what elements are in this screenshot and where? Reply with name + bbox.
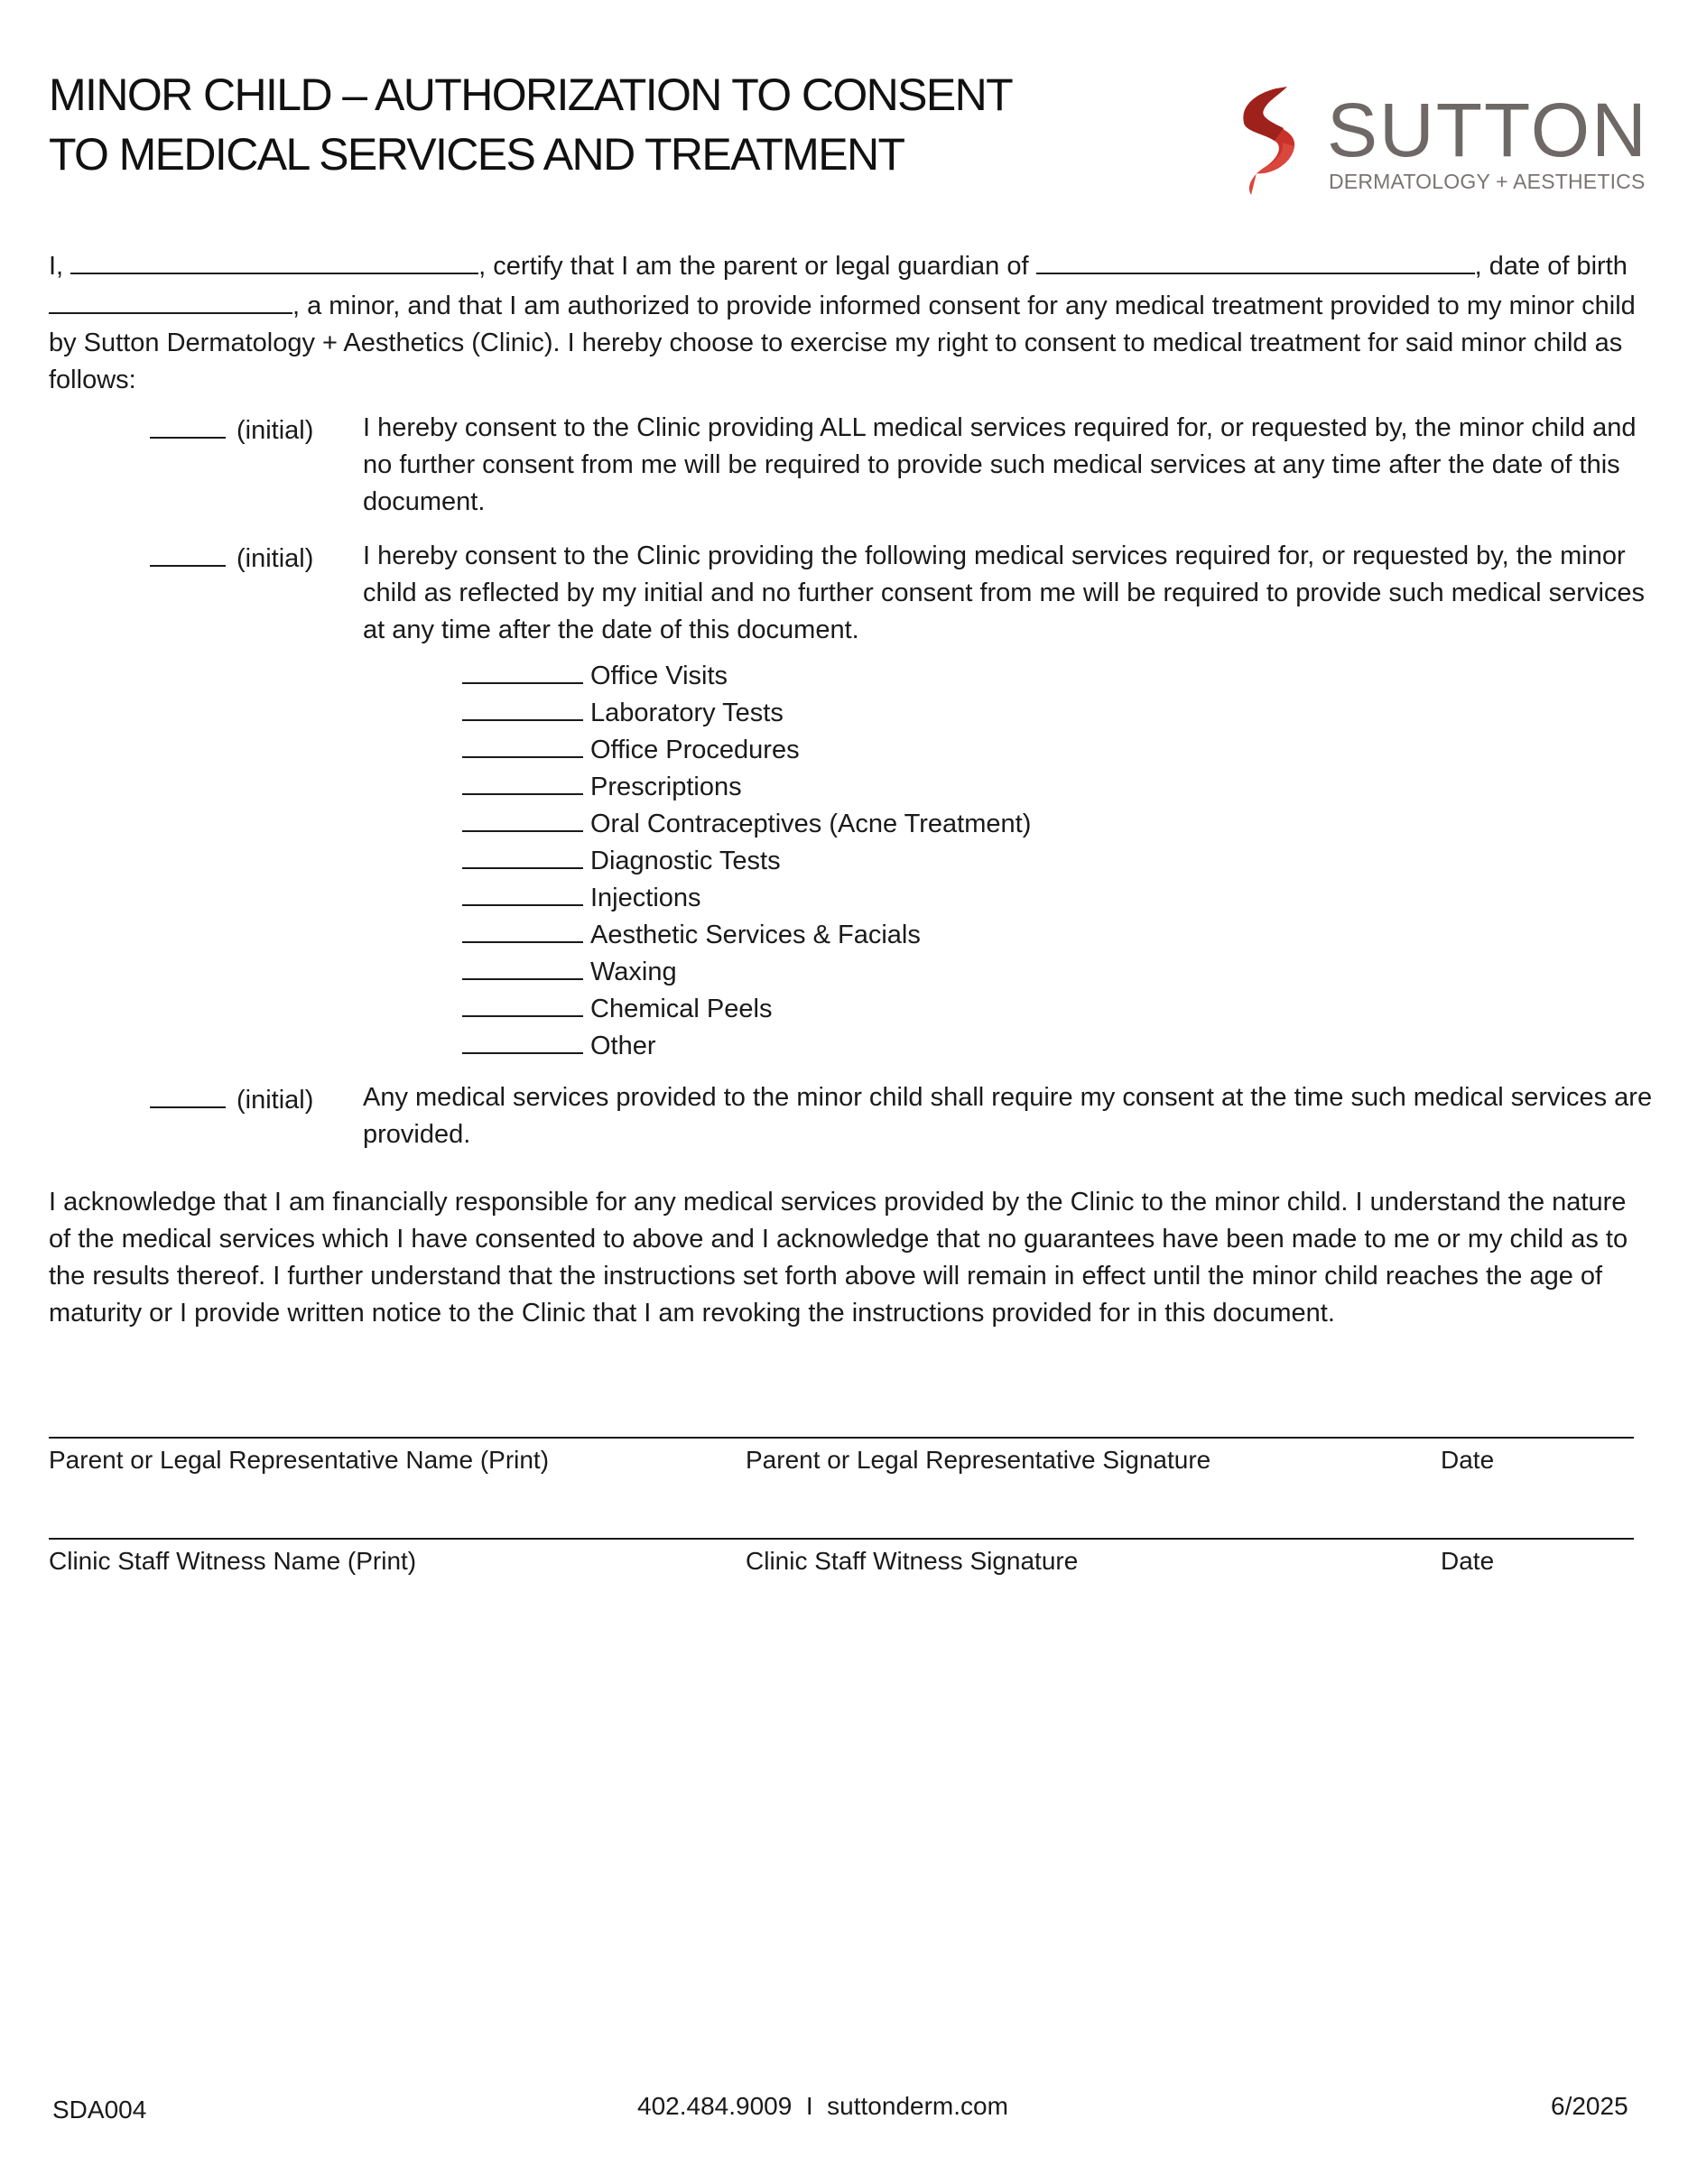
service-label: Laboratory Tests	[590, 699, 784, 727]
option-initial	[150, 538, 313, 578]
service-initial-field[interactable]	[462, 729, 583, 758]
service-item	[462, 877, 1031, 914]
initial-field[interactable]	[150, 538, 226, 567]
intro-text-4: , a minor, and that I am authorized to provide informed consent for any medical treatment provided to my minor child by Sutton Dermatology + Aesthetics (Clinic). I hereby choose to exercise my right to consent to medical treatment for said minor child as follows:	[49, 292, 1636, 394]
service-item	[462, 729, 1031, 766]
service-label: Aesthetic Services & Facials	[590, 921, 921, 949]
service-item	[462, 988, 1031, 1025]
service-initial-field[interactable]	[462, 840, 583, 869]
service-label: Diagnostic Tests	[590, 847, 781, 875]
service-label: Chemical Peels	[590, 995, 773, 1023]
sutton-logo	[1237, 87, 1648, 204]
services-list	[462, 655, 1031, 1062]
service-label: Office Visits	[590, 662, 728, 690]
initial-field[interactable]	[150, 1079, 226, 1108]
parent-name-label: Parent or Legal Representative Name (Print)	[49, 1446, 550, 1474]
footer-contact	[637, 2090, 1008, 2123]
intro-paragraph	[49, 245, 1637, 399]
initial-field[interactable]	[150, 410, 226, 439]
child-name-field[interactable]	[1036, 245, 1475, 274]
footer-form-code: SDA004	[52, 2096, 147, 2124]
service-item	[462, 951, 1031, 988]
title-line-1: MINOR CHILD – AUTHORIZATION TO CONSENT	[49, 69, 1013, 120]
title-line-2: TO MEDICAL SERVICES AND TREATMENT	[49, 129, 904, 180]
service-item	[462, 655, 1031, 692]
witness-signature-line[interactable]	[49, 1538, 1634, 1540]
service-initial-field[interactable]	[462, 803, 583, 832]
option-text: I hereby consent to the Clinic providing the following medical services required for, or requested by, the minor child as reflected by my initial and no further consent from me will be required to provide such medical services at any time after the date of this document.	[363, 541, 1646, 644]
initial-label: (initial)	[237, 544, 314, 573]
option-text: Any medical services provided to the minor child shall require my consent at the time such medical services are provided.	[363, 1083, 1653, 1149]
service-item	[462, 803, 1031, 840]
child-dob-field[interactable]	[49, 285, 292, 314]
service-initial-field[interactable]	[462, 988, 583, 1017]
footer-revision-date: 6/2025	[1551, 2092, 1628, 2120]
service-label: Waxing	[590, 958, 677, 986]
service-initial-field[interactable]	[462, 692, 583, 721]
page-title	[49, 65, 1012, 184]
service-item	[462, 766, 1031, 803]
service-initial-field[interactable]	[462, 1025, 583, 1054]
service-initial-field[interactable]	[462, 951, 583, 980]
ribbon-s-logo-icon	[1237, 87, 1300, 197]
acknowledgment-paragraph: I acknowledge that I am financially responsible for any medical services provided by the Clinic to the minor child. I understand the nature of the medical services which I have consented to above and I acknowledge that no guarantees have been made to me or my child as to the results thereof. I further understand that the instructions set forth above will remain in effect until the minor child reaches the age of maturity or I provide written notice to the Clinic that I am revoking the instructions provided for in this document.	[49, 1188, 1628, 1328]
parent-date-label: Date	[1441, 1446, 1495, 1474]
service-item	[462, 1025, 1031, 1062]
service-initial-field[interactable]	[462, 655, 583, 684]
service-label: Injections	[590, 884, 701, 912]
initial-label: (initial)	[237, 416, 314, 445]
parent-name-field[interactable]	[70, 245, 478, 274]
witness-name-label: Clinic Staff Witness Name (Print)	[49, 1547, 417, 1575]
parent-signature-label: Parent or Legal Representative Signature	[746, 1446, 1211, 1474]
logo-wordmark: SUTTON	[1327, 88, 1648, 172]
service-item	[462, 692, 1031, 729]
service-initial-field[interactable]	[462, 766, 583, 795]
service-initial-field[interactable]	[462, 877, 583, 906]
option-initial	[150, 1079, 313, 1119]
service-label: Other	[590, 1032, 656, 1060]
footer-contact-text: 402.484.9009 I suttonderm.com	[637, 2092, 1008, 2120]
intro-text-3: , date of birth	[1474, 252, 1628, 281]
service-initial-field[interactable]	[462, 914, 583, 943]
witness-signature-label: Clinic Staff Witness Signature	[746, 1547, 1079, 1575]
witness-date-label: Date	[1441, 1547, 1495, 1575]
option-text: I hereby consent to the Clinic providing ALL medical services required for, or requested by, the minor child and no further consent from me will be required to provide such medical services at any time after the date of this document.	[363, 413, 1637, 516]
service-item	[462, 914, 1031, 951]
service-label: Prescriptions	[590, 773, 742, 801]
service-label: Office Procedures	[590, 736, 800, 764]
service-label: Oral Contraceptives (Acne Treatment)	[590, 810, 1032, 838]
intro-text-1: I,	[49, 252, 71, 281]
service-item	[462, 840, 1031, 877]
parent-signature-line[interactable]	[49, 1437, 1634, 1439]
initial-label: (initial)	[237, 1086, 314, 1115]
option-initial	[150, 410, 313, 449]
logo-tagline: DERMATOLOGY + AESTHETICS	[1329, 170, 1646, 193]
intro-text-2: , certify that I am the parent or legal guardian of	[478, 252, 1036, 281]
